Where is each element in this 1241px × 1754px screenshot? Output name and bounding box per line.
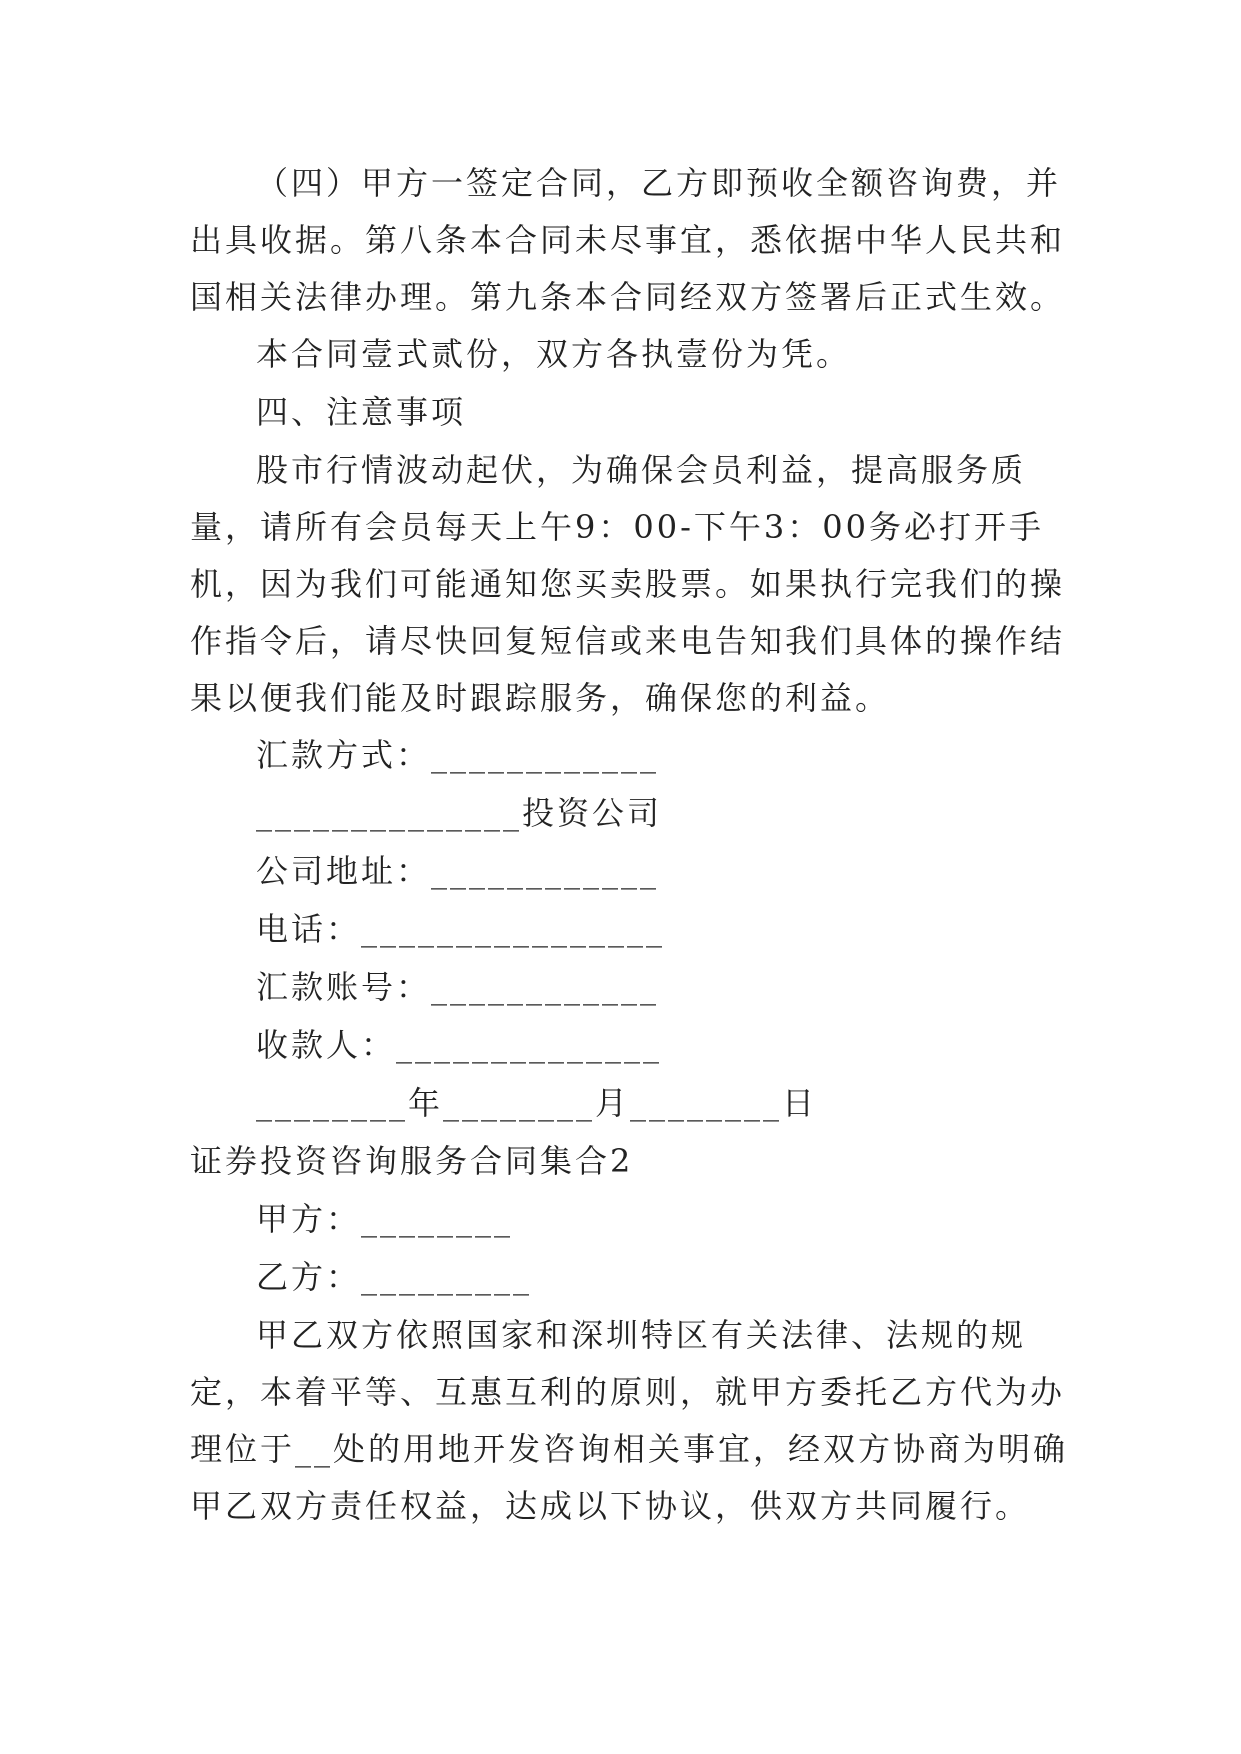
paragraph-consulting-fee: （四）甲方一签定合同，乙方即预收全额咨询费，并出具收据。第八条本合同未尽事宜，悉依据中华人民共和国相关法律办理。第九条本合同经双方签署后正式生效。 bbox=[190, 164, 1066, 316]
field-company-name: ______________投资公司 bbox=[256, 794, 663, 832]
document-page bbox=[190, 155, 1070, 1535]
section-title-2: 证券投资咨询服务合同集合2 bbox=[190, 1142, 634, 1180]
paragraph-notes: 股市行情波动起伏，为确保会员利益，提高服务质量，请所有会员每天上午9：00-下午3：00务必打开手机，因为我们可能通知您买卖股票。如果执行完我们的操作指令后，请尽快回复短信或来电告知我们具体的操作结果以便我们能及时跟踪服务，确保您的利益。 bbox=[190, 451, 1066, 717]
field-payee: 收款人：______________ bbox=[256, 1026, 663, 1064]
field-remittance-method: 汇款方式：____________ bbox=[256, 736, 660, 774]
field-company-address: 公司地址：____________ bbox=[256, 852, 660, 890]
paragraph-copies: 本合同壹式贰份，双方各执壹份为凭。 bbox=[256, 335, 852, 373]
heading-notes: 四、注意事项 bbox=[256, 393, 467, 431]
field-party-b: 乙方：_________ bbox=[256, 1258, 533, 1296]
field-phone: 电话：________________ bbox=[256, 910, 666, 948]
paragraph-agreement-intro: 甲乙双方依照国家和深圳特区有关法律、法规的规定，本着平等、互惠互利的原则，就甲方委托乙方代为办理位于__处的用地开发咨询相关事宜，经双方协商为明确甲乙双方责任权益，达成以下协议，供双方共同履行。 bbox=[190, 1316, 1069, 1525]
field-party-a: 甲方：________ bbox=[256, 1200, 514, 1238]
field-account-number: 汇款账号：____________ bbox=[256, 968, 660, 1006]
field-date: ________年________月________日 bbox=[256, 1084, 818, 1122]
